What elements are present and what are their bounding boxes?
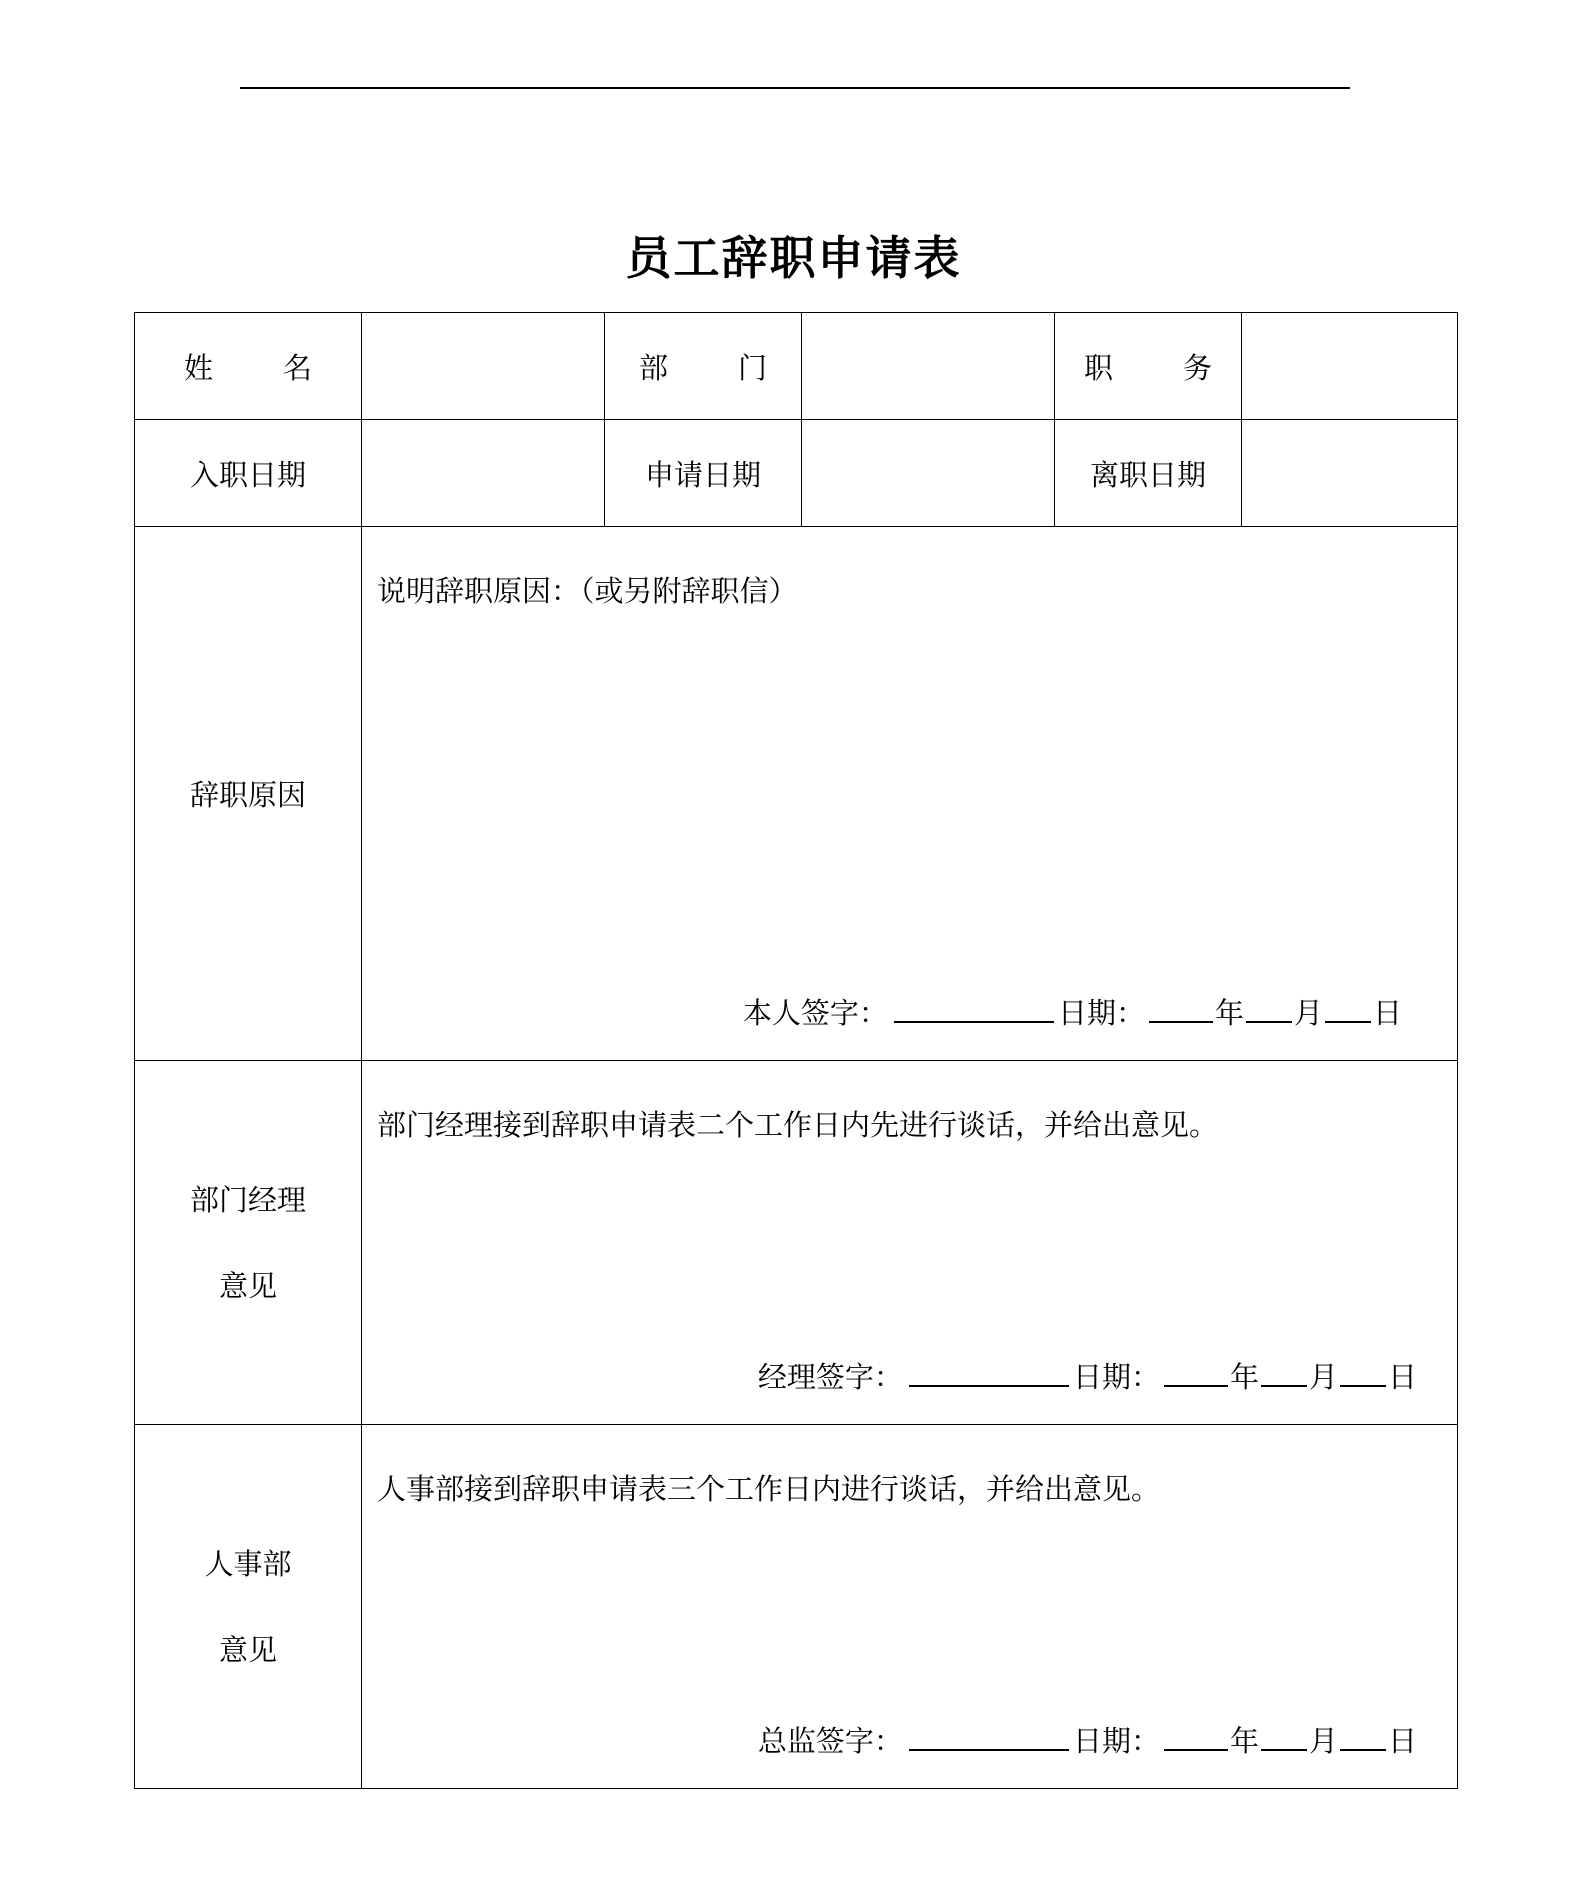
name-label-cell [135,313,362,420]
manager-opinion-field[interactable] [362,1061,1458,1425]
manager-label-line2: 意见 [218,1268,277,1303]
month-blank[interactable] [1261,1719,1307,1751]
position-field[interactable] [1242,313,1458,420]
table-row [135,1061,1458,1425]
table-row [135,527,1458,1061]
reason-instruction: 说明辞职原因：（或另附辞职信） [377,574,798,608]
date-label: 日期： [1072,1724,1160,1758]
hr-label-line1: 人事部 [204,1546,292,1581]
year-label: 年 [1214,996,1244,1030]
table-row [135,1425,1458,1789]
applicant-sign-blank[interactable] [894,991,1054,1023]
day-blank[interactable] [1340,1355,1386,1387]
year-blank[interactable] [1164,1719,1228,1751]
day-label: 日 [1372,996,1402,1030]
date-label: 日期： [1057,996,1145,1030]
dept-field[interactable] [802,313,1055,420]
director-sign-label: 总监签字： [757,1724,903,1758]
day-label: 日 [1387,1724,1417,1758]
dept-label: 部门 [639,350,767,385]
manager-sign-blank[interactable] [909,1355,1069,1387]
hr-opinion-field[interactable] [362,1425,1458,1789]
table-row [135,420,1458,527]
manager-instruction: 部门经理接到辞职申请表二个工作日内先进行谈话，并给出意见。 [377,1108,1219,1142]
applicant-sign-label: 本人签字： [742,996,888,1030]
hr-opinion-label [135,1425,362,1789]
director-signature-line [758,1719,1417,1760]
name-field[interactable] [362,313,605,420]
reason-label: 辞职原因 [135,527,362,1061]
date-label: 日期： [1072,1360,1160,1394]
day-blank[interactable] [1325,991,1371,1023]
year-blank[interactable] [1149,991,1213,1023]
hire-date-label: 入职日期 [135,420,362,527]
reason-field[interactable] [362,527,1458,1061]
hr-instruction: 人事部接到辞职申请表三个工作日内进行谈话，并给出意见。 [377,1472,1161,1506]
apply-date-label: 申请日期 [605,420,802,527]
header-rule [240,87,1350,89]
month-label: 月 [1308,1724,1338,1758]
leave-date-label: 离职日期 [1055,420,1242,527]
year-blank[interactable] [1164,1355,1228,1387]
resignation-form-table [134,312,1458,1789]
manager-sign-label: 经理签字： [757,1360,903,1394]
manager-label-line1: 部门经理 [189,1182,306,1217]
dept-label-cell [605,313,802,420]
day-label: 日 [1387,1360,1417,1394]
form-title: 员工辞职申请表 [625,231,962,285]
month-blank[interactable] [1246,991,1292,1023]
position-label: 职务 [1084,350,1212,385]
year-label: 年 [1229,1360,1259,1394]
name-label: 姓名 [184,350,312,385]
month-label: 月 [1293,996,1323,1030]
hire-date-field[interactable] [362,420,605,527]
apply-date-field[interactable] [802,420,1055,527]
hr-label-line2: 意见 [218,1632,277,1667]
year-label: 年 [1229,1724,1259,1758]
manager-opinion-label [135,1061,362,1425]
month-blank[interactable] [1261,1355,1307,1387]
director-sign-blank[interactable] [909,1719,1069,1751]
table-row [135,313,1458,420]
manager-signature-line [758,1355,1417,1396]
day-blank[interactable] [1340,1719,1386,1751]
applicant-signature-line [743,991,1402,1032]
leave-date-field[interactable] [1242,420,1458,527]
position-label-cell [1055,313,1242,420]
month-label: 月 [1308,1360,1338,1394]
